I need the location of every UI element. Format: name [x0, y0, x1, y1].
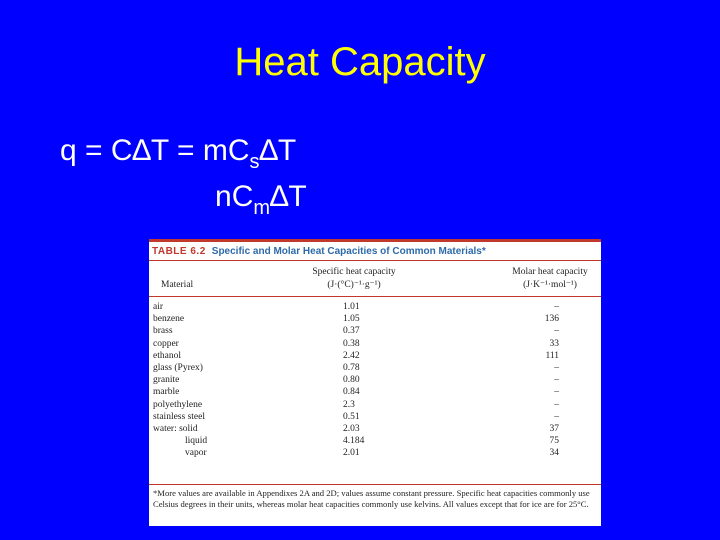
cell-molar-heat: –	[554, 375, 559, 386]
table-number: TABLE 6.2	[152, 246, 206, 257]
cell-molar-heat: 136	[544, 314, 559, 325]
table-footnote: *More values are available in Appendixes 2A and 2D; values assume constant pressure. Specific heat capacities commonly use Celsius degrees in their units, whereas molar heat capacities commonly use kelvins. All values except that for ice are for 25°C.	[149, 484, 601, 526]
table-row	[149, 338, 601, 350]
header-molar-title: Molar heat capacity	[512, 267, 588, 277]
cell-molar-heat: –	[554, 302, 559, 312]
table-row	[149, 447, 601, 459]
table-row	[149, 386, 601, 398]
table-row	[149, 399, 601, 411]
cell-material: brass	[153, 326, 173, 337]
table-caption	[149, 239, 601, 261]
table-body	[149, 297, 601, 459]
table-row	[149, 423, 601, 435]
equation-line-1	[60, 134, 297, 173]
equation-subscript: m	[253, 197, 271, 219]
cell-molar-heat: –	[554, 387, 559, 398]
table-row	[149, 374, 601, 386]
cell-specific-heat: 0.80	[343, 375, 360, 386]
cell-molar-heat: 111	[545, 350, 559, 361]
cell-molar-heat: –	[554, 362, 559, 373]
header-specific-heat	[304, 266, 404, 292]
header-specific-title: Specific heat capacity	[312, 267, 396, 277]
cell-specific-heat: 0.51	[343, 411, 360, 422]
cell-specific-heat: 4.184	[343, 436, 365, 447]
cell-molar-heat: –	[554, 411, 559, 422]
cell-specific-heat: 2.03	[343, 423, 360, 434]
cell-specific-heat: 2.3	[343, 399, 355, 410]
cell-specific-heat: 0.37	[343, 326, 360, 337]
cell-molar-heat: 37	[549, 423, 559, 434]
equation-part: ∆T	[270, 180, 307, 213]
table-caption-text: Specific and Molar Heat Capacities of Common Materials*	[211, 246, 486, 257]
cell-material: liquid	[185, 436, 208, 447]
cell-material: benzene	[153, 314, 185, 325]
header-molar-heat	[498, 266, 601, 292]
cell-specific-heat: 0.78	[343, 362, 360, 373]
equation-part: C	[231, 180, 254, 213]
equation-part: C	[227, 134, 250, 167]
cell-material: ethanol	[153, 350, 181, 361]
cell-molar-heat: –	[554, 399, 559, 410]
table-header-row	[149, 261, 601, 297]
equation-part: ∆T	[259, 134, 297, 167]
cell-molar-heat: 33	[549, 338, 559, 349]
cell-material: granite	[153, 375, 180, 386]
cell-molar-heat: 75	[549, 436, 559, 447]
cell-material: water: solid	[153, 423, 198, 434]
table-row	[149, 435, 601, 447]
equation-part: q = C∆T = m	[60, 134, 228, 167]
header-molar-units: (J·K⁻¹·mol⁻¹)	[523, 280, 577, 290]
heat-capacity-table	[149, 239, 601, 526]
cell-material: air	[153, 302, 164, 312]
header-material: Material	[161, 280, 194, 290]
table-row	[149, 301, 601, 313]
table-row	[149, 325, 601, 337]
header-specific-units: (J·(°C)⁻¹·g⁻¹)	[327, 280, 381, 290]
cell-specific-heat: 2.42	[343, 350, 360, 361]
table-row	[149, 350, 601, 362]
equation-line-2	[215, 180, 307, 219]
cell-specific-heat: 1.05	[343, 314, 360, 325]
cell-molar-heat: 34	[549, 448, 559, 459]
cell-specific-heat: 2.01	[343, 448, 360, 459]
table-row	[149, 362, 601, 374]
cell-material: polyethylene	[153, 399, 203, 410]
cell-specific-heat: 0.38	[343, 338, 360, 349]
cell-molar-heat: –	[554, 326, 559, 337]
table-row	[149, 313, 601, 325]
cell-material: stainless steel	[153, 411, 205, 422]
cell-specific-heat: 1.01	[343, 302, 360, 312]
equation-part: n	[215, 180, 232, 213]
cell-material: marble	[153, 387, 180, 398]
cell-specific-heat: 0.84	[343, 387, 360, 398]
cell-material: vapor	[185, 448, 207, 459]
cell-material: copper	[153, 338, 179, 349]
equation-subscript: s	[249, 151, 260, 173]
cell-material: glass (Pyrex)	[153, 362, 203, 373]
slide-title: Heat Capacity	[234, 40, 486, 84]
table-row	[149, 411, 601, 423]
